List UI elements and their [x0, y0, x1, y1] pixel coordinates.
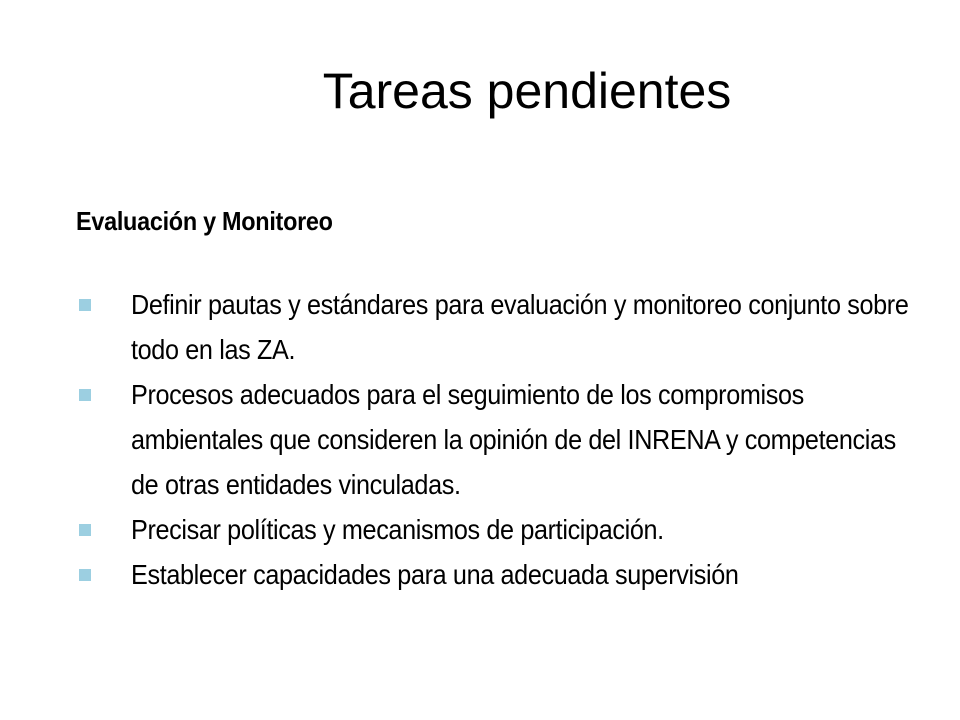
square-bullet-icon [79, 569, 91, 581]
square-bullet-icon [79, 524, 91, 536]
bullet-text: Definir pautas y estándares para evaluación y monitoreo conjunto sobre todo en las ZA. [131, 289, 909, 365]
bullet-list [76, 282, 916, 597]
square-bullet-icon [79, 389, 91, 401]
square-bullet-icon [79, 299, 91, 311]
slide-title: Tareas pendientes [322, 63, 732, 119]
bullet-text: Establecer capacidades para una adecuada supervisión [131, 559, 739, 590]
bullet-text: Precisar políticas y mecanismos de participación. [131, 514, 664, 545]
bullet-item [76, 507, 916, 552]
bullet-text: Procesos adecuados para el seguimiento de los compromisos ambientales que consideren la opinión de del INRENA y competencias de otras entidades vinculadas. [131, 379, 896, 500]
section-heading: Evaluación y Monitoreo [76, 206, 333, 236]
bullet-item [76, 282, 916, 372]
bullet-item [76, 552, 916, 597]
bullet-item [76, 372, 916, 507]
